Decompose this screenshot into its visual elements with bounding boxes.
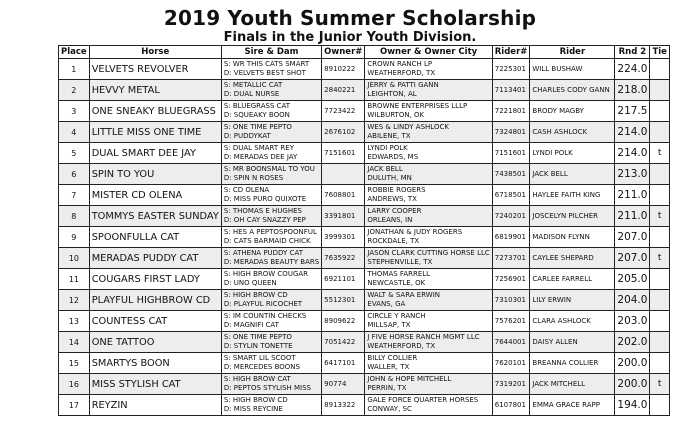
owner-text: JOHN & HOPE MITCHELL — [367, 375, 452, 384]
owner-number-cell: 8913322 — [322, 395, 365, 416]
rider-number-cell: 7151601 — [492, 143, 530, 164]
dam-text: D: VELVETS BEST SHOT — [223, 69, 306, 77]
place-cell: 10 — [59, 248, 90, 269]
city-text: WEATHERFORD, TX — [367, 69, 436, 77]
sire-dam-cell — [221, 122, 321, 143]
owner-city-cell — [365, 185, 492, 206]
rider-number-cell: 6107801 — [492, 395, 530, 416]
header-rider-number: Rider# — [492, 46, 530, 59]
sire-dam-cell — [221, 206, 321, 227]
place-cell: 8 — [59, 206, 90, 227]
rider-number-cell: 7225301 — [492, 59, 530, 80]
owner-number-cell: 2676102 — [322, 122, 365, 143]
page-title: 2019 Youth Summer Scholarship — [163, 6, 537, 30]
table-row — [59, 248, 670, 269]
owner-text: J FIVE HORSE RANCH MGMT LLC — [367, 333, 480, 342]
city-text: ABILENE, TX — [367, 132, 411, 140]
round-2-score-cell: 204.0 — [615, 290, 650, 311]
place-cell: 1 — [59, 59, 90, 80]
owner-number-cell: 8910222 — [322, 59, 365, 80]
owner-number-cell: 6417101 — [322, 353, 365, 374]
rider-cell: CARLEE FARRELL — [530, 269, 615, 290]
horse-cell: DUAL SMART DEE JAY — [89, 143, 221, 164]
tie-cell — [650, 332, 669, 353]
sire-dam-cell — [221, 353, 321, 374]
table-row — [59, 164, 670, 185]
tie-cell — [650, 311, 669, 332]
tie-cell — [650, 269, 669, 290]
rider-cell: BRODY MAGBY — [530, 101, 615, 122]
rider-cell: CLARA ASHLOCK — [530, 311, 615, 332]
sire-text: S: METALLIC CAT — [223, 81, 283, 90]
header-tie: Tie — [650, 46, 669, 59]
sire-text: S: IM COUNTIN CHECKS — [223, 312, 307, 321]
city-text: EDWARDS, MS — [367, 153, 419, 161]
sire-dam-cell — [221, 332, 321, 353]
rider-number-cell: 7273701 — [492, 248, 530, 269]
dam-text: D: MAGNIFI CAT — [223, 321, 279, 329]
round-2-score-cell: 211.0 — [615, 185, 650, 206]
owner-city-cell — [365, 248, 492, 269]
sire-dam-cell — [221, 80, 321, 101]
owner-city-cell — [365, 374, 492, 395]
round-2-score-cell: 224.0 — [615, 59, 650, 80]
horse-cell: VELVETS REVOLVER — [89, 59, 221, 80]
place-cell: 3 — [59, 101, 90, 122]
place-cell: 11 — [59, 269, 90, 290]
tie-cell: t — [650, 374, 669, 395]
sire-text: S: WR THIS CATS SMART — [223, 60, 310, 69]
header-horse: Horse — [89, 46, 221, 59]
owner-text: BILLY COLLIER — [367, 354, 418, 363]
round-2-score-cell: 207.0 — [615, 227, 650, 248]
horse-cell: COUNTESS CAT — [89, 311, 221, 332]
rider-number-cell: 7256901 — [492, 269, 530, 290]
horse-cell: COUGARS FIRST LADY — [89, 269, 221, 290]
owner-text: JASON CLARK CUTTING HORSE LLC — [367, 249, 490, 258]
owner-city-cell — [365, 143, 492, 164]
rider-number-cell: 7310301 — [492, 290, 530, 311]
city-text: ROCKDALE, TX — [367, 237, 420, 245]
round-2-score-cell: 211.0 — [615, 206, 650, 227]
rider-cell: LYNDI POLK — [530, 143, 615, 164]
header-rider: Rider — [530, 46, 615, 59]
owner-text: JERRY & PATTI GANN — [367, 81, 439, 90]
rider-cell: BREANNA COLLIER — [530, 353, 615, 374]
horse-cell: HEVVY METAL — [89, 80, 221, 101]
place-cell: 4 — [59, 122, 90, 143]
city-text: PERRIN, TX — [367, 384, 407, 392]
owner-number-cell: 90774 — [322, 374, 365, 395]
tie-cell — [650, 80, 669, 101]
dam-text: D: MERADAS DEE JAY — [223, 153, 298, 161]
place-cell: 2 — [59, 80, 90, 101]
horse-cell: LITTLE MISS ONE TIME — [89, 122, 221, 143]
rider-cell: CHARLES CODY GANN — [530, 80, 615, 101]
round-2-score-cell: 214.0 — [615, 122, 650, 143]
rider-number-cell: 7620101 — [492, 353, 530, 374]
table-row — [59, 311, 670, 332]
sire-dam-cell — [221, 59, 321, 80]
sire-text: S: HIGH BROW CD — [223, 396, 288, 405]
table-header-row — [59, 46, 670, 59]
owner-city-cell — [365, 311, 492, 332]
owner-city-cell — [365, 332, 492, 353]
round-2-score-cell: 202.0 — [615, 332, 650, 353]
owner-number-cell: 7151601 — [322, 143, 365, 164]
page-subtitle: Finals in the Junior Youth Division. — [223, 30, 477, 45]
round-2-score-cell: 200.0 — [615, 374, 650, 395]
place-cell: 17 — [59, 395, 90, 416]
horse-cell: ONE SNEAKY BLUEGRASS — [89, 101, 221, 122]
place-cell: 12 — [59, 290, 90, 311]
tie-cell — [650, 290, 669, 311]
owner-text: GALE FORCE QUARTER HORSES — [367, 396, 479, 405]
sire-text: S: HIGH BROW CAT — [223, 375, 291, 384]
table-row — [59, 101, 670, 122]
rider-cell: WILL BUSHAW — [530, 59, 615, 80]
place-cell: 15 — [59, 353, 90, 374]
header-place: Place — [59, 46, 90, 59]
sire-dam-cell — [221, 143, 321, 164]
owner-city-cell — [365, 269, 492, 290]
place-cell: 14 — [59, 332, 90, 353]
sire-dam-cell — [221, 248, 321, 269]
tie-cell: t — [650, 143, 669, 164]
sire-text: S: BLUEGRASS CAT — [223, 102, 291, 111]
owner-text: LYNDI POLK — [367, 144, 408, 153]
horse-cell: ONE TATTOO — [89, 332, 221, 353]
header-sire-dam: Sire & Dam — [221, 46, 321, 59]
sire-dam-cell — [221, 290, 321, 311]
horse-cell: MISS STYLISH CAT — [89, 374, 221, 395]
city-text: CONWAY, SC — [367, 405, 412, 413]
owner-text: JACK BELL — [367, 165, 403, 174]
owner-city-cell — [365, 80, 492, 101]
sire-text: S: CD OLENA — [223, 186, 270, 195]
tie-cell: t — [650, 248, 669, 269]
city-text: ORLEANS, IN — [367, 216, 413, 224]
table-row — [59, 185, 670, 206]
dam-text: D: MERCEDES BOONS — [223, 363, 300, 371]
table-row — [59, 143, 670, 164]
city-text: MILLSAP, TX — [367, 321, 411, 329]
round-2-score-cell: 218.0 — [615, 80, 650, 101]
rider-cell: JOSCELYN PILCHER — [530, 206, 615, 227]
owner-number-cell: 3999301 — [322, 227, 365, 248]
owner-text: CIRCLE Y RANCH — [367, 312, 426, 321]
tie-cell — [650, 122, 669, 143]
sire-text: S: SMART LIL SCOOT — [223, 354, 296, 363]
tie-cell: t — [650, 206, 669, 227]
tie-cell — [650, 185, 669, 206]
horse-cell: PLAYFUL HIGHBROW CD — [89, 290, 221, 311]
owner-city-cell — [365, 353, 492, 374]
table-row — [59, 227, 670, 248]
sire-dam-cell — [221, 311, 321, 332]
sire-text: S: ONE TIME PEPTO — [223, 333, 292, 342]
dam-text: D: CATS BARMAID CHICK — [223, 237, 311, 245]
horse-cell: SPOONFULLA CAT — [89, 227, 221, 248]
rider-number-cell: 7319201 — [492, 374, 530, 395]
owner-text: ROBBIE ROGERS — [367, 186, 426, 195]
city-text: NEWCASTLE, OK — [367, 279, 426, 287]
dam-text: D: MISS REYCINE — [223, 405, 283, 413]
dam-text: D: MISS PURO QUIXOTE — [223, 195, 307, 203]
rider-cell: DAISY ALLEN — [530, 332, 615, 353]
owner-number-cell: 7608801 — [322, 185, 365, 206]
owner-number-cell — [322, 164, 365, 185]
sire-dam-cell — [221, 101, 321, 122]
rider-number-cell: 6718501 — [492, 185, 530, 206]
sire-dam-cell — [221, 185, 321, 206]
round-2-score-cell: 205.0 — [615, 269, 650, 290]
place-cell: 5 — [59, 143, 90, 164]
round-2-score-cell: 200.0 — [615, 353, 650, 374]
table-row — [59, 374, 670, 395]
table-row — [59, 80, 670, 101]
owner-text: THOMAS FARRELL — [367, 270, 431, 279]
dam-text: D: UNO QUEEN — [223, 279, 277, 287]
tie-cell — [650, 59, 669, 80]
place-cell: 16 — [59, 374, 90, 395]
owner-city-cell — [365, 206, 492, 227]
rider-number-cell: 7576201 — [492, 311, 530, 332]
tie-cell — [650, 164, 669, 185]
dam-text: D: SPIN N ROSES — [223, 174, 284, 182]
sire-dam-cell — [221, 164, 321, 185]
round-2-score-cell: 214.0 — [615, 143, 650, 164]
rider-number-cell: 7113401 — [492, 80, 530, 101]
sire-text: S: ONE TIME PEPTO — [223, 123, 292, 132]
dam-text: D: PLAYFUL RICOCHET — [223, 300, 303, 308]
owner-city-cell — [365, 59, 492, 80]
sire-text: S: DUAL SMART REY — [223, 144, 294, 153]
owner-text: BROWNE ENTERPRISES LLLP — [367, 102, 468, 111]
rider-cell: LILY ERWIN — [530, 290, 615, 311]
dam-text: D: STYLIN TONETTE — [223, 342, 293, 350]
horse-cell: MISTER CD OLENA — [89, 185, 221, 206]
sire-text: S: HIGH BROW COUGAR — [223, 270, 309, 279]
horse-cell: SMARTYS BOON — [89, 353, 221, 374]
city-text: EVANS, GA — [367, 300, 406, 308]
dam-text: D: DUAL NURSE — [223, 90, 280, 98]
header-owner-city: Owner & Owner City — [365, 46, 492, 59]
rider-number-cell: 7644001 — [492, 332, 530, 353]
table-row — [59, 395, 670, 416]
owner-number-cell: 2840221 — [322, 80, 365, 101]
owner-number-cell: 3391801 — [322, 206, 365, 227]
round-2-score-cell: 207.0 — [615, 248, 650, 269]
rider-cell: JACK BELL — [530, 164, 615, 185]
sire-dam-cell — [221, 269, 321, 290]
table-row — [59, 290, 670, 311]
dam-text: D: PUDDYKAT — [223, 132, 271, 140]
owner-city-cell — [365, 101, 492, 122]
rider-number-cell: 7240201 — [492, 206, 530, 227]
city-text: STEPHENVILLE, TX — [367, 258, 433, 266]
dam-text: D: OH CAY SNAZZY PEP — [223, 216, 306, 224]
tie-cell — [650, 101, 669, 122]
rider-cell: CASH ASHLOCK — [530, 122, 615, 143]
header-owner-number: Owner# — [322, 46, 365, 59]
sire-dam-cell — [221, 227, 321, 248]
owner-number-cell: 7051422 — [322, 332, 365, 353]
sire-dam-cell — [221, 395, 321, 416]
dam-text: D: PEPTOS STYLISH MISS — [223, 384, 312, 392]
city-text: WALLER, TX — [367, 363, 410, 371]
owner-number-cell: 5512301 — [322, 290, 365, 311]
rider-number-cell: 7438501 — [492, 164, 530, 185]
rider-cell: JACK MITCHELL — [530, 374, 615, 395]
owner-number-cell: 7635922 — [322, 248, 365, 269]
owner-city-cell — [365, 164, 492, 185]
sire-text: S: HES A PEPTOSPOONFUL — [223, 228, 317, 237]
table-row — [59, 332, 670, 353]
place-cell: 7 — [59, 185, 90, 206]
city-text: ANDREWS, TX — [367, 195, 417, 203]
round-2-score-cell: 213.0 — [615, 164, 650, 185]
round-2-score-cell: 217.5 — [615, 101, 650, 122]
owner-text: CROWN RANCH LP — [367, 60, 433, 69]
city-text: WILBURTON, OK — [367, 111, 425, 119]
tie-cell — [650, 353, 669, 374]
rider-cell: CAYLEE SHEPARD — [530, 248, 615, 269]
dam-text: D: SQUEAKY BOON — [223, 111, 290, 119]
sire-text: S: MR BOONSMAL TO YOU — [223, 165, 315, 174]
results-table — [58, 45, 670, 416]
sire-text: S: THOMAS E HUGHES — [223, 207, 302, 216]
rider-number-cell: 6819901 — [492, 227, 530, 248]
place-cell: 13 — [59, 311, 90, 332]
place-cell: 6 — [59, 164, 90, 185]
rider-cell: EMMA GRACE RAPP — [530, 395, 615, 416]
sire-text: S: HIGH BROW CD — [223, 291, 288, 300]
table-row — [59, 206, 670, 227]
table-row — [59, 122, 670, 143]
tie-cell — [650, 227, 669, 248]
horse-cell: TOMMYS EASTER SUNDAY — [89, 206, 221, 227]
sire-text: S: ATHENA PUDDY CAT — [223, 249, 303, 258]
round-2-score-cell: 203.0 — [615, 311, 650, 332]
city-text: WEATHERFORD, TX — [367, 342, 436, 350]
owner-city-cell — [365, 227, 492, 248]
tie-cell — [650, 395, 669, 416]
owner-city-cell — [365, 290, 492, 311]
owner-number-cell: 6921101 — [322, 269, 365, 290]
rider-cell: MADISON FLYNN — [530, 227, 615, 248]
sire-dam-cell — [221, 374, 321, 395]
round-2-score-cell: 194.0 — [615, 395, 650, 416]
horse-cell: REYZIN — [89, 395, 221, 416]
table-row — [59, 59, 670, 80]
horse-cell: SPIN TO YOU — [89, 164, 221, 185]
table-row — [59, 269, 670, 290]
owner-text: JONATHAN & JUDY ROGERS — [367, 228, 463, 237]
owner-number-cell: 8909622 — [322, 311, 365, 332]
owner-text: LARRY COOPER — [367, 207, 422, 216]
city-text: DULUTH, MN — [367, 174, 412, 182]
header-round-2: Rnd 2 — [615, 46, 650, 59]
owner-city-cell — [365, 395, 492, 416]
owner-city-cell — [365, 122, 492, 143]
rider-cell: HAYLEE FAITH KING — [530, 185, 615, 206]
table-row — [59, 353, 670, 374]
horse-cell: MERADAS PUDDY CAT — [89, 248, 221, 269]
city-text: LEIGHTON, AL — [367, 90, 417, 98]
dam-text: D: MERADAS BEAUTY BARS — [223, 258, 320, 266]
owner-number-cell: 7723422 — [322, 101, 365, 122]
place-cell: 9 — [59, 227, 90, 248]
owner-text: WALT & SARA ERWIN — [367, 291, 441, 300]
rider-number-cell: 7324801 — [492, 122, 530, 143]
rider-number-cell: 7221801 — [492, 101, 530, 122]
owner-text: WES & LINDY ASHLOCK — [367, 123, 449, 132]
